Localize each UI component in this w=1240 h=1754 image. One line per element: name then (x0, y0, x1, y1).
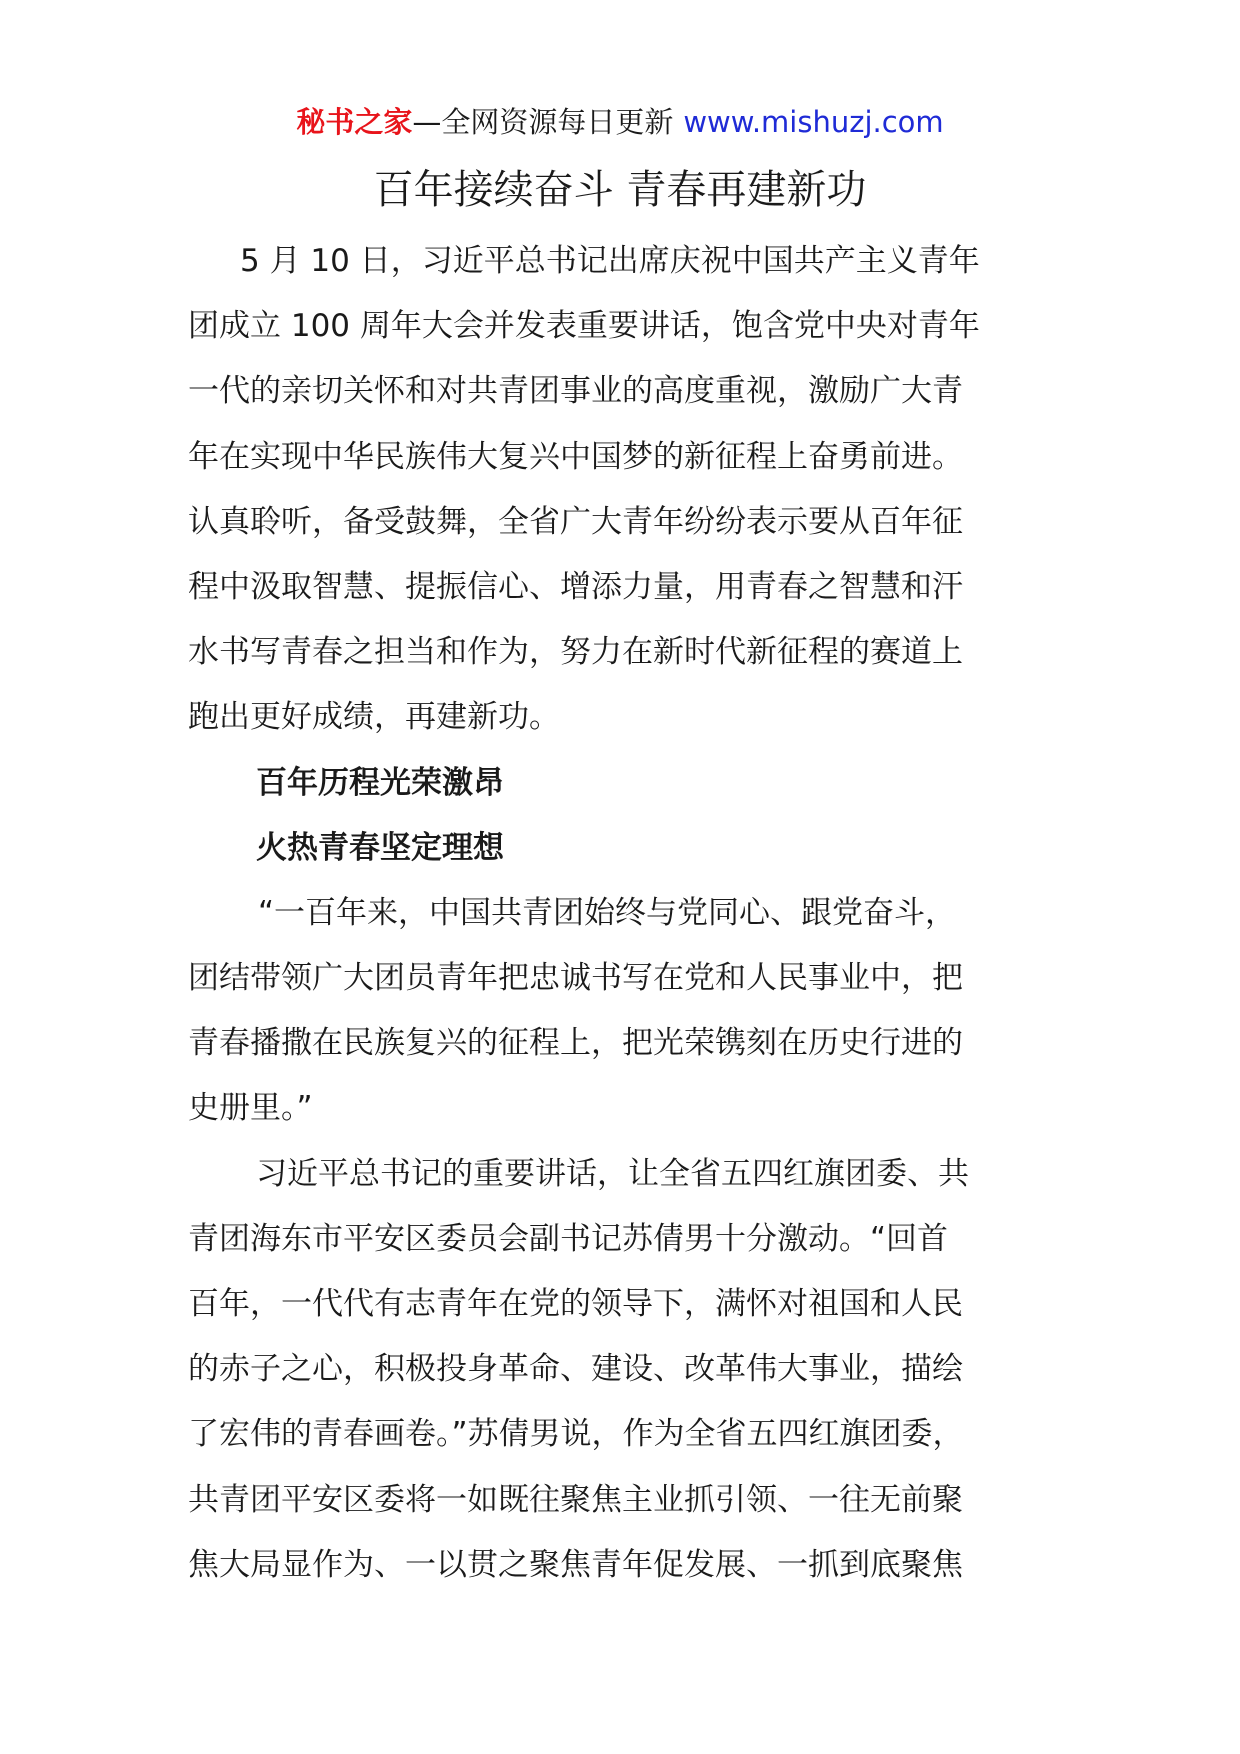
paragraph-line: 的赤子之心，积极投身革命、建设、改革伟大事业，描绘 (188, 1351, 963, 1388)
article-body (188, 229, 1068, 1598)
paragraph-line: 了宏伟的青春画卷。”苏倩男说，作为全省五四红旗团委， (188, 1416, 964, 1453)
brand-name: 秘书之家 (296, 105, 413, 139)
paragraph-line: 习近平总书记的重要讲话，让全省五四红旗团委、共 (256, 1155, 969, 1192)
site-url-link[interactable]: www.mishuzj.com (683, 105, 944, 139)
paragraph-line: 史册里。” (188, 1090, 313, 1127)
paragraph-line: 年在实现中华民族伟大复兴中国梦的新征程上奋勇前进。 (188, 438, 963, 475)
article-title: 百年接续奋斗 青春再建新功 (373, 167, 867, 213)
paragraph-line: 认真聆听，备受鼓舞，全省广大青年纷纷表示要从百年征 (188, 503, 963, 540)
paragraph-line: 跑出更好成绩，再建新功。 (188, 699, 560, 736)
paragraph-line: 焦大局显作为、一以贯之聚焦青年促发展、一抓到底聚焦 (188, 1546, 963, 1583)
paragraph-line: 青团海东市平安区委员会副书记苏倩男十分激动。“回首 (188, 1220, 949, 1257)
header-tagline: —全网资源每日更新 (412, 105, 674, 139)
paragraph-line: 共青团平安区委将一如既往聚焦主业抓引领、一往无前聚 (188, 1481, 963, 1518)
paragraph-line: 团结带领广大团员青年把忠诚书写在党和人民事业中，把 (188, 960, 963, 997)
paragraph-line: 青春播撒在民族复兴的征程上，把光荣镌刻在历史行进的 (188, 1025, 963, 1062)
section-heading: 百年历程光荣激昂 (256, 764, 504, 801)
paragraph-line: 百年，一代代有志青年在党的领导下，满怀对祖国和人民 (188, 1286, 963, 1322)
paragraph-line: 团成立 100 周年大会并发表重要讲话，饱含党中央对青年 (188, 308, 980, 345)
paragraph-line: 水书写青春之担当和作为，努力在新时代新征程的赛道上 (188, 634, 963, 671)
paragraph-line: 一代的亲切关怀和对共青团事业的高度重视，激励广大青 (188, 373, 963, 410)
paragraph-line: 程中汲取智慧、提振信心、增添力量，用青春之智慧和汗 (188, 568, 963, 605)
section-heading: 火热青春坚定理想 (256, 829, 504, 866)
site-header (0, 100, 1240, 144)
paragraph-line: “一百年来，中国共青团始终与党同心、跟党奋斗， (258, 894, 957, 931)
paragraph-line: 5 月 10 日，习近平总书记出席庆祝中国共产主义青年 (240, 243, 980, 279)
